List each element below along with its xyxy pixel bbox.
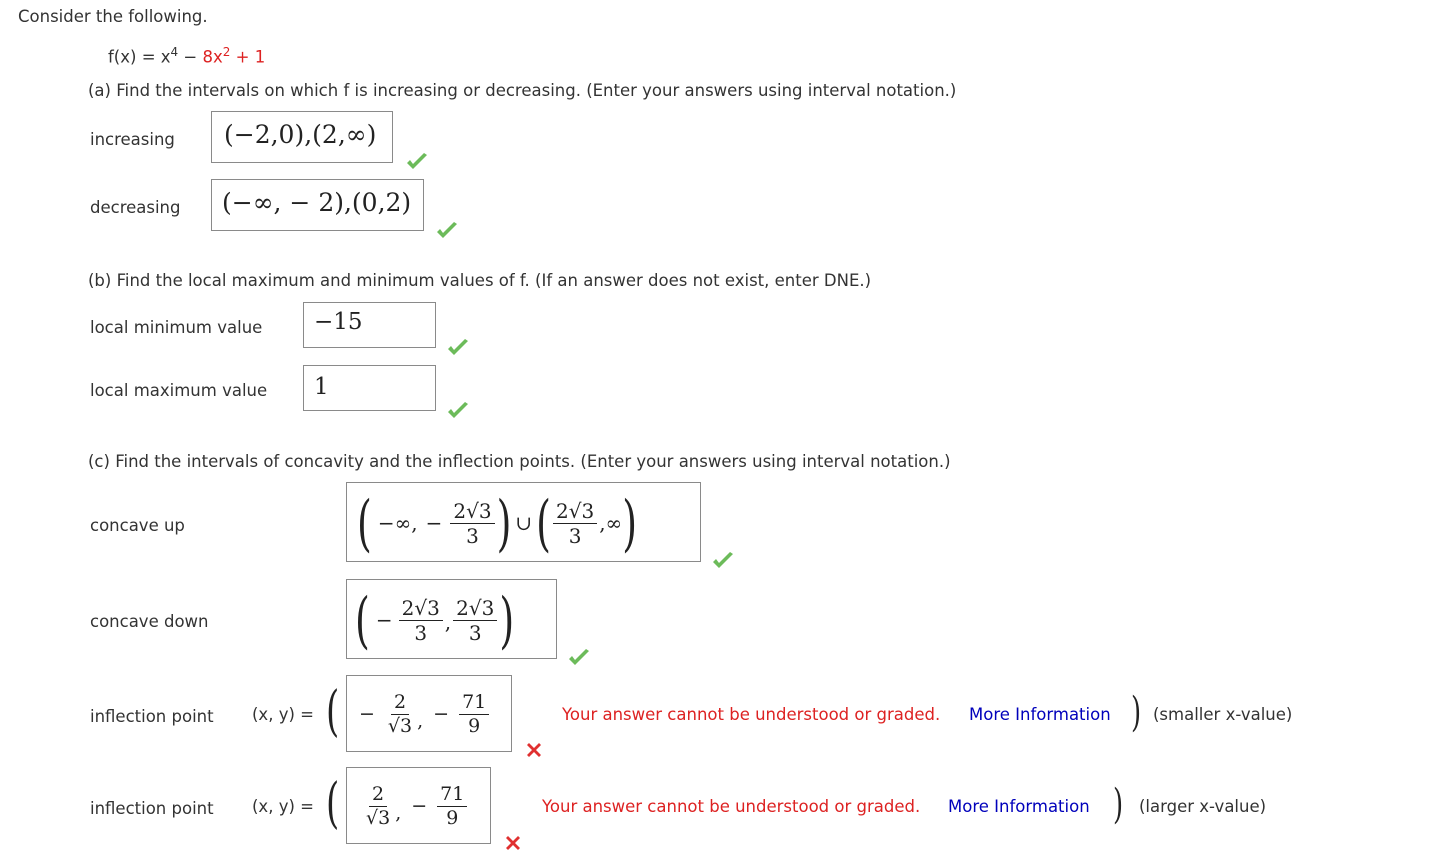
inflection-point-label: inflection point xyxy=(90,799,214,818)
inflection-point-label: inflection point xyxy=(90,707,214,726)
xy-equals-label: (x, y) = xyxy=(252,705,314,724)
check-icon xyxy=(711,551,735,571)
local-max-answer-value: 1 xyxy=(314,374,329,400)
close-paren: ) xyxy=(1131,689,1142,737)
local-max-answer-box[interactable] xyxy=(303,365,436,411)
check-icon xyxy=(446,338,470,358)
inflection-point-1-answer-box[interactable] xyxy=(346,675,512,752)
concave-down-label: concave down xyxy=(90,612,209,631)
function-definition: $f(x) = x^4 - 8x^2 + 1$ xyxy=(108,45,266,67)
decreasing-answer-value: (−∞, − 2),(0,2) xyxy=(222,188,412,217)
more-information-link[interactable]: More Information xyxy=(969,705,1111,724)
decreasing-answer-box[interactable] xyxy=(211,179,424,231)
check-icon xyxy=(446,401,470,421)
check-icon xyxy=(567,648,591,668)
concave-up-answer-box[interactable] xyxy=(346,482,701,562)
local-max-label: local maximum value xyxy=(90,381,268,400)
local-min-label: local minimum value xyxy=(90,318,263,337)
inflection-point-1-expression: − $\frac{2}{√3}$ , − $\frac{71}{9}$ xyxy=(359,686,491,742)
local-min-answer-box[interactable] xyxy=(303,302,436,348)
inflection-point-2-expression: $\frac{2}{√3}$ , − $\frac{71}{9}$ xyxy=(361,778,469,834)
open-paren: ( xyxy=(326,772,340,836)
inflection-point-2-answer-box[interactable] xyxy=(346,767,491,844)
part-b-prompt: (b) Find the local maximum and minimum values of f. (If an answer does not exist, enter DNE.) xyxy=(88,271,872,290)
increasing-answer-value: (−2,0),(2,∞) xyxy=(224,120,377,149)
decreasing-label: decreasing xyxy=(90,198,181,217)
cross-icon xyxy=(525,741,543,759)
intro-text: Consider the following. xyxy=(18,7,208,26)
close-paren: ) xyxy=(1113,781,1124,829)
increasing-answer-box[interactable] xyxy=(211,111,393,163)
xy-equals-label: (x, y) = xyxy=(252,797,314,816)
error-message: Your answer cannot be understood or graded. xyxy=(542,797,921,816)
error-message: Your answer cannot be understood or graded. xyxy=(562,705,941,724)
local-min-answer-value: −15 xyxy=(314,309,363,335)
open-paren: ( xyxy=(326,680,340,744)
part-c-prompt: (c) Find the intervals of concavity and the inflection points. (Enter your answers using interval notation.) xyxy=(88,452,951,471)
more-information-link[interactable]: More Information xyxy=(948,797,1090,816)
concave-down-answer-box[interactable] xyxy=(346,579,557,659)
check-icon xyxy=(405,152,429,172)
cross-icon xyxy=(504,834,522,852)
larger-x-note: (larger x-value) xyxy=(1139,797,1267,816)
concave-up-expression: ( −∞, − $\frac{2√3}{3}$ ) ∪ ( $\frac{2√3}{3}$ ,∞ ) xyxy=(357,487,638,559)
smaller-x-note: (smaller x-value) xyxy=(1153,705,1293,724)
part-a-prompt: (a) Find the intervals on which f is increasing or decreasing. (Enter your answers using interval notation.) xyxy=(88,81,957,100)
concave-up-label: concave up xyxy=(90,516,185,535)
check-icon xyxy=(435,221,459,241)
increasing-label: increasing xyxy=(90,130,175,149)
concave-down-expression: ( − $\frac{2√3}{3}$ , $\frac{2√3}{3}$ ) xyxy=(355,584,515,656)
